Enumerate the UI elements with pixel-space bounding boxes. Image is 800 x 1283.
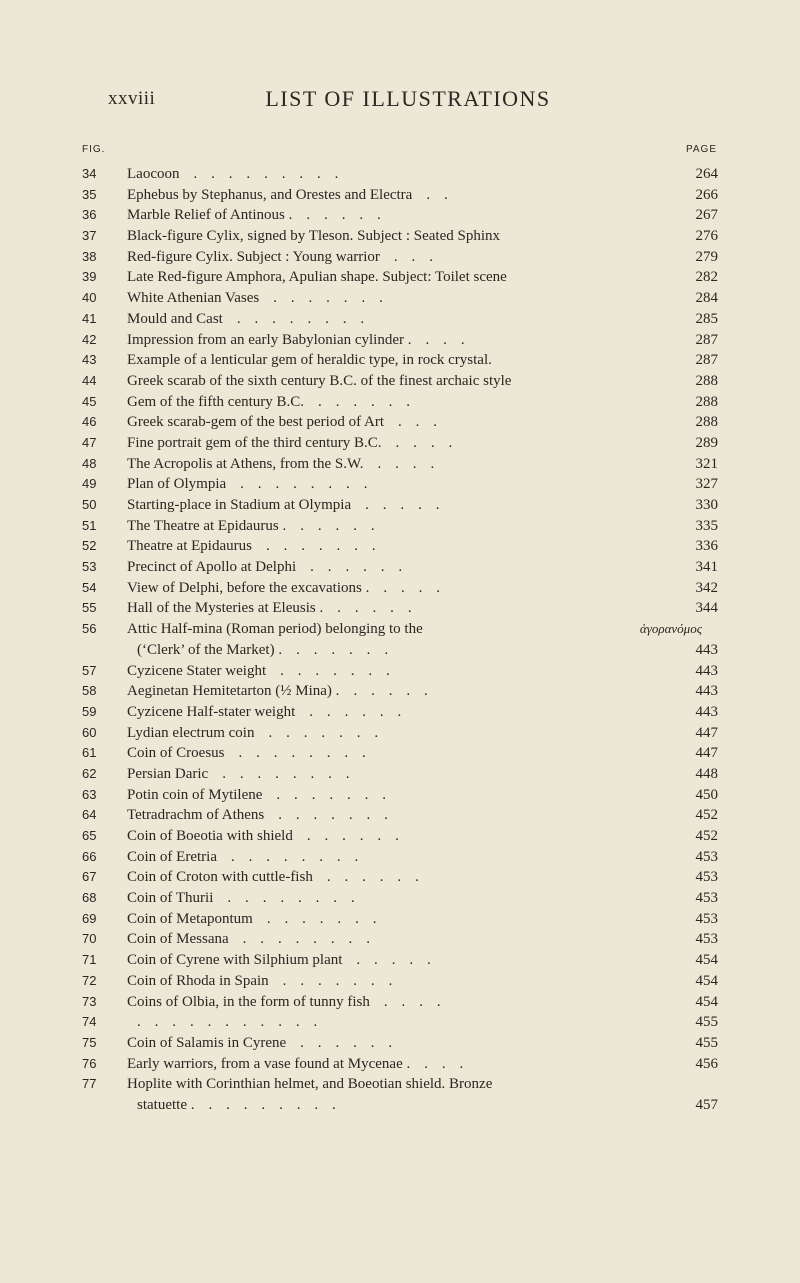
dot-leader: . . . . . . <box>326 869 423 886</box>
page-reference: 279 <box>695 248 718 265</box>
figure-title: Coin of Messana . . . . . . . . <box>127 931 374 948</box>
dot-leader: . . . . . . . <box>282 972 396 989</box>
page-reference: 342 <box>695 579 718 596</box>
dot-leader: . . . . . <box>306 207 384 224</box>
figure-number: 47 <box>82 434 97 450</box>
figure-title: Greek scarab-gem of the best period of Art . . . <box>127 414 441 431</box>
dot-leader: . . . . . . . . <box>227 890 358 907</box>
list-item <box>82 412 722 433</box>
page-reference: 453 <box>695 869 718 886</box>
list-item <box>82 929 722 950</box>
list-item <box>82 702 722 723</box>
running-title: LIST OF ILLUSTRATIONS <box>265 86 551 111</box>
greek-term: ἀγορανόμος <box>639 621 702 637</box>
figure-title: Precinct of Apollo at Delphi . . . . . . <box>127 559 406 576</box>
page-reference: 264 <box>695 166 718 182</box>
figure-number: 48 <box>82 455 97 471</box>
dot-leader: . . . . . . <box>300 1034 396 1051</box>
figure-title: Coin of Croton with cuttle-fish . . . . . . <box>127 869 423 886</box>
page-reference: 327 <box>695 476 718 493</box>
list-item <box>82 164 722 185</box>
figure-title: Impression from an early Babylonian cylinder . . . . <box>127 331 468 348</box>
list-item <box>82 764 722 785</box>
list-item <box>82 888 722 909</box>
list-item <box>82 598 722 619</box>
figure-title: Fine portrait gem of the third century B.C. . . . . <box>127 434 456 451</box>
figure-title: Coin of Eretria . . . . . . . . <box>127 848 362 865</box>
page-reference: 456 <box>695 1055 718 1072</box>
page-reference: 453 <box>695 890 718 907</box>
page-header <box>108 88 708 120</box>
figure-title: Laocoon . . . . . . . . . <box>127 166 342 182</box>
list-item <box>82 309 722 330</box>
page-reference: 452 <box>695 807 718 824</box>
figure-title: Black-figure Cylix, signed by Tleson. Subject : Seated Sphinx <box>127 228 501 245</box>
figure-number: 45 <box>82 393 97 409</box>
list-item <box>82 557 722 578</box>
dot-leader: . . . . . . . <box>268 724 382 741</box>
list-item <box>82 226 722 247</box>
figure-title: Coin of Salamis in Cyrene . . . . . . <box>127 1034 396 1051</box>
figure-number: 58 <box>82 683 97 699</box>
figure-title: Plan of Olympia . . . . . . . . <box>127 476 371 493</box>
list-item <box>82 185 722 206</box>
figure-title: Greek scarab of the sixth century B.C. of the finest archaic style <box>127 372 512 389</box>
figure-number: 73 <box>82 993 97 1009</box>
page-reference: 288 <box>695 393 718 410</box>
figure-number: 44 <box>82 372 97 388</box>
figure-number: 59 <box>82 703 97 719</box>
figure-number: 72 <box>82 972 97 988</box>
dot-leader: . . . . . . . <box>266 910 380 927</box>
list-item <box>82 1095 722 1116</box>
dot-leader: . . . . . . . . <box>240 476 371 493</box>
figure-title: Coin of Croesus . . . . . . . . <box>127 745 369 762</box>
figure-title: Theatre at Epidaurus . . . . . . . <box>127 538 379 555</box>
figure-number: 49 <box>82 476 97 492</box>
page-reference: 455 <box>695 1014 718 1031</box>
page-reference: 284 <box>695 290 718 307</box>
dot-leader: . . . . . . . <box>278 807 392 824</box>
page-reference: 450 <box>695 786 718 803</box>
figure-number: 66 <box>82 848 97 864</box>
figure-title: Hall of the Mysteries at Eleusis . . . . . . <box>127 600 415 617</box>
dot-leader: . . . <box>393 248 437 265</box>
figure-title: Tetradrachm of Athens . . . . . . . <box>127 807 392 824</box>
figure-title: The Theatre at Epidaurus . . . . . . <box>127 517 378 534</box>
dot-leader: . . . . . . . . <box>238 745 369 762</box>
dot-leader: . . . . . . <box>306 828 403 844</box>
list-item <box>82 847 722 868</box>
figure-title: Starting-place in Stadium at Olympia . . . . . <box>127 497 443 513</box>
list-item <box>82 516 722 537</box>
figure-number: 74 <box>82 1014 97 1030</box>
figure-number: 52 <box>82 538 97 554</box>
list-item <box>82 1033 722 1054</box>
dot-leader: . . . . <box>395 434 456 451</box>
figure-title: Aeginetan Hemitetarton (½ Mina) . . . . . . <box>127 683 431 700</box>
list-item <box>82 495 722 516</box>
list-item <box>82 474 722 495</box>
dot-leader: . . . . . <box>365 497 443 513</box>
dot-leader: . . . . . . <box>318 393 414 410</box>
figure-title: Lydian electrum coin . . . . . . . <box>127 724 382 741</box>
dot-leader: . . . . . . . . . <box>193 166 342 182</box>
page-reference: 452 <box>695 828 718 844</box>
page-reference: 454 <box>695 972 718 989</box>
dot-leader: . . . . . . . . . . . <box>137 1014 321 1031</box>
list-item <box>82 640 722 661</box>
figure-title: Ephebus by Stephanus, and Orestes and Electra . . <box>127 186 451 203</box>
page-reference: 285 <box>695 310 718 327</box>
list-item <box>82 350 722 371</box>
figure-title: Red-figure Cylix. Subject : Young warrior . . . <box>127 248 437 265</box>
page-reference: 287 <box>695 331 718 348</box>
page-reference: 288 <box>695 414 718 431</box>
list-item <box>82 288 722 309</box>
page-reference: 282 <box>695 269 718 286</box>
figure-title: Attic Half-mina (Roman period) belonging to the ἀγορανόμος <box>127 619 702 640</box>
dot-leader: . . <box>426 186 451 203</box>
figure-title: Hoplite with Corinthian helmet, and Boeotian shield. Bronze <box>127 1076 493 1093</box>
figure-title: Coin of Thurii . . . . . . . . <box>127 890 358 907</box>
figure-title: statuette . . . . . . . . . <box>137 1096 339 1113</box>
figure-number: 35 <box>82 186 97 202</box>
list-item <box>82 247 722 268</box>
figure-number: 70 <box>82 931 97 947</box>
list-item <box>82 1012 722 1033</box>
figure-title: Marble Relief of Antinous . . . . . . <box>127 207 384 224</box>
list-item <box>82 330 722 351</box>
page-reference: 289 <box>695 434 718 451</box>
figure-number: 60 <box>82 724 97 740</box>
list-item <box>82 205 722 226</box>
list-item <box>82 1074 722 1095</box>
list-item <box>82 826 722 847</box>
list-item <box>82 805 722 826</box>
figure-number: 75 <box>82 1034 97 1050</box>
list-item <box>82 867 722 888</box>
dot-leader: . . . . . . <box>296 641 392 658</box>
page-reference: 443 <box>695 662 718 679</box>
page-reference: 454 <box>695 993 718 1010</box>
page-reference: 336 <box>695 538 718 555</box>
list-item <box>82 536 722 557</box>
dot-leader: . . . <box>424 1055 467 1072</box>
dot-leader: . . . . . . . <box>280 662 393 679</box>
list-item <box>82 992 722 1013</box>
dot-leader: . . . . . . . . <box>208 1096 339 1113</box>
list-item <box>82 454 722 475</box>
figure-number: 63 <box>82 786 97 802</box>
page-reference: 341 <box>695 559 718 576</box>
figure-number: 65 <box>82 828 97 843</box>
figure-number: 68 <box>82 890 97 906</box>
page-reference: 443 <box>695 641 718 658</box>
figure-title: (‘Clerk’ of the Market) . . . . . . . <box>137 641 392 658</box>
list-item <box>82 578 722 599</box>
figure-number: 50 <box>82 497 97 512</box>
figure-number: 46 <box>82 414 97 430</box>
figure-title: Mould and Cast . . . . . . . . <box>127 310 368 327</box>
figure-title: Coin of Cyrene with Silphium plant . . . . . <box>127 952 434 969</box>
figure-number: 64 <box>82 807 97 823</box>
dot-leader: . . . . . <box>356 952 434 969</box>
page-reference: 447 <box>695 724 718 741</box>
list-item <box>82 950 722 971</box>
figure-number: 57 <box>82 662 97 678</box>
page-reference: 321 <box>695 455 718 472</box>
figure-number: 41 <box>82 310 97 326</box>
figure-title: Early warriors, from a vase found at Mycenae . . . . <box>127 1055 467 1072</box>
list-item <box>82 1054 722 1075</box>
figure-number: 71 <box>82 952 97 968</box>
figure-number: 69 <box>82 910 97 926</box>
page-reference: 287 <box>695 352 718 369</box>
dot-leader: . . . . . . . . <box>236 310 368 327</box>
page-reference: 267 <box>695 207 718 224</box>
list-item <box>82 971 722 992</box>
dot-leader: . . . . . . . . <box>242 931 374 948</box>
dot-leader: . . . . . . . <box>265 538 379 555</box>
page-reference: 330 <box>695 497 718 513</box>
figure-title: Example of a lenticular gem of heraldic type, in rock crystal. <box>127 352 492 369</box>
figure-number: 43 <box>82 352 97 368</box>
fig-column-heading: FIG. <box>82 144 106 155</box>
figure-number: 55 <box>82 600 97 616</box>
figure-number: 36 <box>82 207 97 223</box>
figure-number: 37 <box>82 228 97 244</box>
figure-number: 38 <box>82 248 97 264</box>
list-item <box>82 681 722 702</box>
list-item <box>82 619 722 640</box>
list-item <box>82 785 722 806</box>
list-item <box>82 371 722 392</box>
figure-number: 77 <box>82 1076 97 1092</box>
figure-number: 34 <box>82 166 97 181</box>
figure-title: View of Delphi, before the excavations . . . . . <box>127 579 444 596</box>
dot-leader: . . . . . . . <box>273 290 387 307</box>
figure-number: 40 <box>82 290 97 306</box>
figure-title: Persian Daric . . . . . . . . <box>127 765 353 782</box>
dot-leader: . . . <box>425 331 468 348</box>
figure-title: Cyzicene Half-stater weight . . . . . . <box>127 703 405 720</box>
dot-leader: . . . . . . <box>309 703 405 720</box>
figure-number: 61 <box>82 745 97 761</box>
dot-leader: . . . . . <box>300 517 378 534</box>
dot-leader: . . . . . . . . <box>230 848 362 865</box>
list-item <box>82 723 722 744</box>
figure-number: 53 <box>82 559 97 575</box>
page-reference: 453 <box>695 931 718 948</box>
page-reference: 448 <box>695 765 718 782</box>
figure-title: Coin of Rhoda in Spain . . . . . . . <box>127 972 396 989</box>
figure-number: 67 <box>82 869 97 885</box>
page-reference: 266 <box>695 186 718 203</box>
figure-title <box>127 1012 657 1033</box>
figure-title: Coin of Boeotia with shield . . . . . . <box>127 828 403 844</box>
page-reference: 453 <box>695 910 718 927</box>
figure-title: White Athenian Vases . . . . . . . <box>127 290 387 307</box>
dot-leader: . . . <box>398 414 441 431</box>
page-reference: 276 <box>695 228 718 245</box>
dot-leader: . . . . . . . . <box>222 765 353 782</box>
page-reference: 443 <box>695 703 718 720</box>
page-reference: 453 <box>695 848 718 865</box>
figure-title: Cyzicene Stater weight . . . . . . . <box>127 662 393 679</box>
figure-title: The Acropolis at Athens, from the S.W. . . . . <box>127 455 438 472</box>
list-item <box>82 743 722 764</box>
figure-number: 39 <box>82 269 97 285</box>
page-column-heading: PAGE <box>685 144 717 155</box>
figure-number: 56 <box>82 621 97 637</box>
dot-leader: . . . . . . <box>310 559 406 576</box>
figure-title: Potin coin of Mytilene . . . . . . . <box>127 786 390 803</box>
list-item <box>82 909 722 930</box>
dot-leader: . . . . <box>383 993 444 1010</box>
dot-leader: . . . . <box>377 455 438 472</box>
dot-leader: . . . . . <box>337 600 415 617</box>
figure-title: Coin of Metapontum . . . . . . . <box>127 910 380 927</box>
dot-leader: . . . . . <box>353 683 431 700</box>
page-reference: 443 <box>695 683 718 700</box>
figure-number: 76 <box>82 1055 97 1071</box>
page-reference: 335 <box>695 517 718 534</box>
page-reference: 454 <box>695 952 718 969</box>
list-item <box>82 267 722 288</box>
page-reference: 455 <box>695 1034 718 1051</box>
page-number: xxviii <box>108 88 156 109</box>
dot-leader: . . . . <box>383 579 444 596</box>
page-reference: 288 <box>695 372 718 389</box>
figure-number: 42 <box>82 331 97 347</box>
figure-number: 54 <box>82 579 97 595</box>
page-reference: 457 <box>695 1096 718 1113</box>
illustration-list <box>82 164 722 1116</box>
figure-title: Coins of Olbia, in the form of tunny fish . . . . <box>127 993 444 1010</box>
figure-number: 51 <box>82 517 97 533</box>
page-reference: 447 <box>695 745 718 762</box>
list-item <box>82 433 722 454</box>
list-item <box>82 392 722 413</box>
figure-title: Late Red-figure Amphora, Apulian shape. Subject: Toilet scene <box>127 269 507 286</box>
list-item <box>82 661 722 682</box>
figure-number: 62 <box>82 765 97 781</box>
page-reference: 344 <box>695 600 718 617</box>
figure-title: Gem of the fifth century B.C. . . . . . . <box>127 393 414 410</box>
dot-leader: . . . . . . . <box>276 786 390 803</box>
